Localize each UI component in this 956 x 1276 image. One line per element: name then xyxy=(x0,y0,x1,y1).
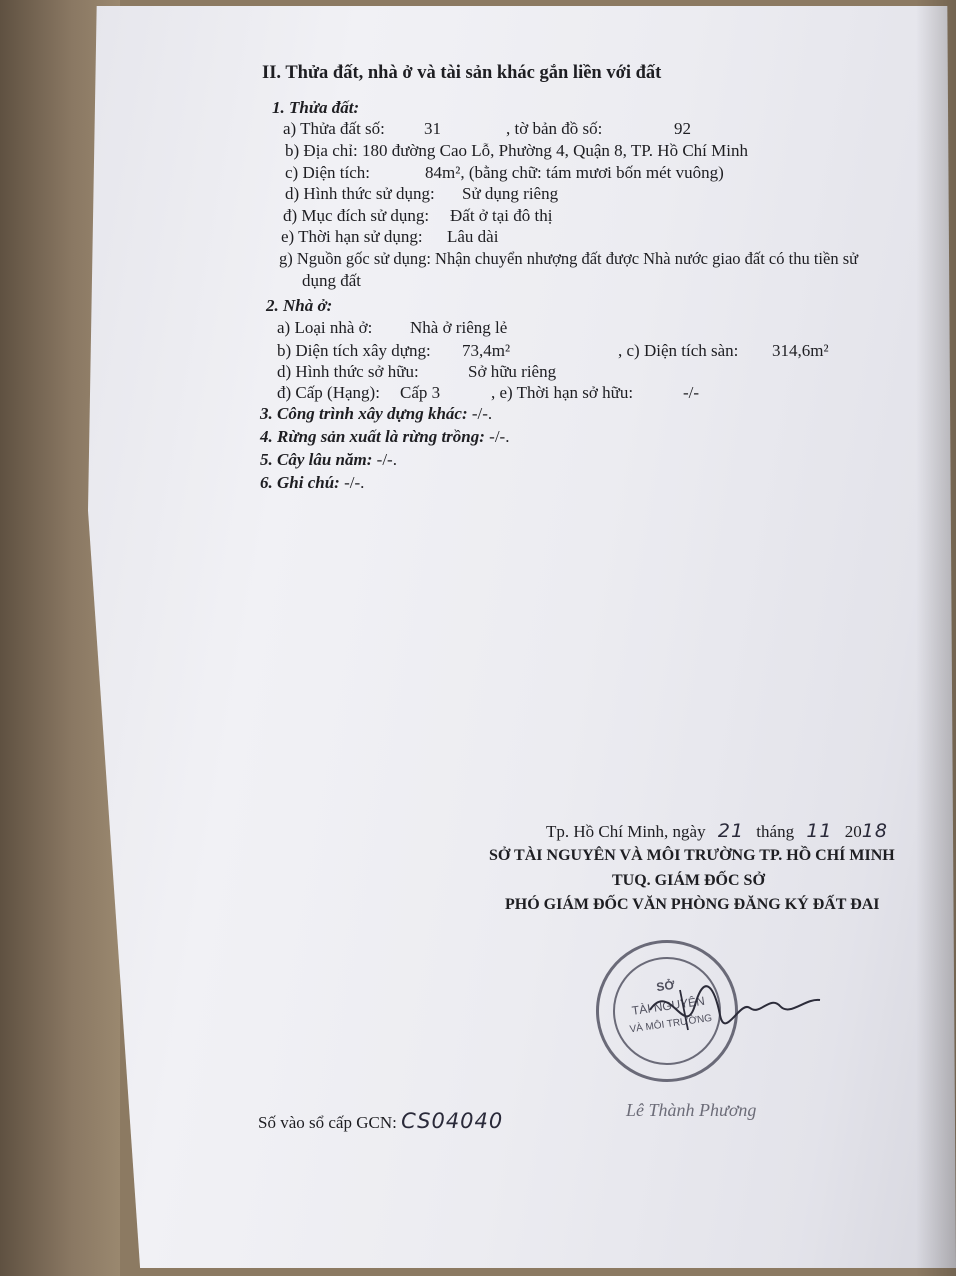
purpose-label: đ) Mục đích sử dụng: xyxy=(283,206,430,225)
issuing-organization: SỞ TÀI NGUYÊN VÀ MÔI TRƯỜNG TP. HỒ CHÍ MINH xyxy=(489,847,895,864)
seal-line-3: VÀ MÔI TRƯỜNG xyxy=(628,1012,713,1036)
own-term-label: , e) Thời hạn sở hữu: xyxy=(491,383,634,402)
signing-day: 21 xyxy=(717,820,745,842)
area-value: 84m², (bằng chữ: tám mươi bốn mét vuông) xyxy=(425,163,724,182)
notes-row xyxy=(260,472,364,494)
place-prefix: Tp. Hồ Chí Minh, ngày xyxy=(546,822,706,841)
perennial-value: -/-. xyxy=(376,450,397,469)
tuq-line: TUQ. GIÁM ĐỐC SỞ xyxy=(612,872,765,889)
other-works-label: 3. Công trình xây dựng khác: xyxy=(260,404,468,423)
registry-label: Số vào sổ cấp GCN: xyxy=(258,1113,397,1132)
other-works-row xyxy=(260,403,492,425)
ownership-label: d) Hình thức sở hữu: xyxy=(277,362,419,381)
built-area-label: b) Diện tích xây dựng: xyxy=(277,341,431,360)
registry-row xyxy=(258,1110,503,1134)
section-title: II. Thửa đất, nhà ở và tài sản khác gắn liền với đất xyxy=(262,63,662,83)
parcel-label: a) Thửa đất số: xyxy=(283,119,385,138)
area-label: c) Diện tích: xyxy=(285,163,370,182)
use-form-label: d) Hình thức sử dụng: xyxy=(285,184,435,203)
purpose-value: Đất ở tại đô thị xyxy=(450,206,553,225)
floor-area-value: 314,6m² xyxy=(772,341,829,360)
month-label: tháng xyxy=(756,822,795,841)
grade-label: đ) Cấp (Hạng): xyxy=(277,383,380,402)
signature-scribble xyxy=(640,970,830,1050)
own-term-value: -/- xyxy=(683,383,700,402)
origin-line-1: g) Nguồn gốc sử dụng: Nhận chuyển nhượng đất được Nhà nước giao đất có thu tiền sử xyxy=(279,249,859,268)
built-area-value: 73,4m² xyxy=(462,341,511,360)
registry-number: CS04040 xyxy=(401,1109,504,1133)
other-works-value: -/-. xyxy=(471,404,493,423)
house-heading: 2. Nhà ở: xyxy=(266,296,333,315)
year-prefix: 20 xyxy=(844,822,862,841)
use-form-value: Sử dụng riêng xyxy=(462,184,559,203)
parcel-number: 31 xyxy=(424,119,441,138)
map-label: , tờ bản đồ số: xyxy=(506,119,603,138)
perennial-label: 5. Cây lâu năm: xyxy=(260,450,373,469)
origin-line-2: dụng đất xyxy=(302,271,362,290)
signing-year-suffix: 18 xyxy=(861,820,888,842)
forest-row xyxy=(260,426,509,448)
notes-value: -/-. xyxy=(344,473,365,492)
house-type-value: Nhà ở riêng lẻ xyxy=(410,318,508,337)
notes-label: 6. Ghi chú: xyxy=(260,473,340,492)
house-type-label: a) Loại nhà ở: xyxy=(277,318,373,337)
signing-month: 11 xyxy=(806,820,833,842)
seal-line-2: TÀI NGUYÊN xyxy=(630,993,706,1018)
land-heading: 1. Thửa đất: xyxy=(272,98,360,117)
forest-label: 4. Rừng sản xuất là rừng trồng: xyxy=(260,427,485,446)
signer-name: Lê Thành Phương xyxy=(626,1100,757,1120)
ownership-value: Sở hữu riêng xyxy=(468,362,557,381)
floor-area-label: , c) Diện tích sàn: xyxy=(618,341,739,360)
signer-position: PHÓ GIÁM ĐỐC VĂN PHÒNG ĐĂNG KÝ ĐẤT ĐAI xyxy=(505,896,880,913)
perennial-row xyxy=(260,449,397,471)
signing-date-row xyxy=(546,820,888,843)
term-label: e) Thời hạn sử dụng: xyxy=(281,227,423,246)
forest-value: -/-. xyxy=(489,427,510,446)
address: b) Địa chỉ: 180 đường Cao Lỗ, Phường 4, Quận 8, TP. Hồ Chí Minh xyxy=(285,141,748,160)
term-value: Lâu dài xyxy=(447,227,499,246)
seal-line-1: SỞ xyxy=(655,977,676,995)
map-number: 92 xyxy=(674,119,691,138)
grade-value: Cấp 3 xyxy=(400,383,441,402)
